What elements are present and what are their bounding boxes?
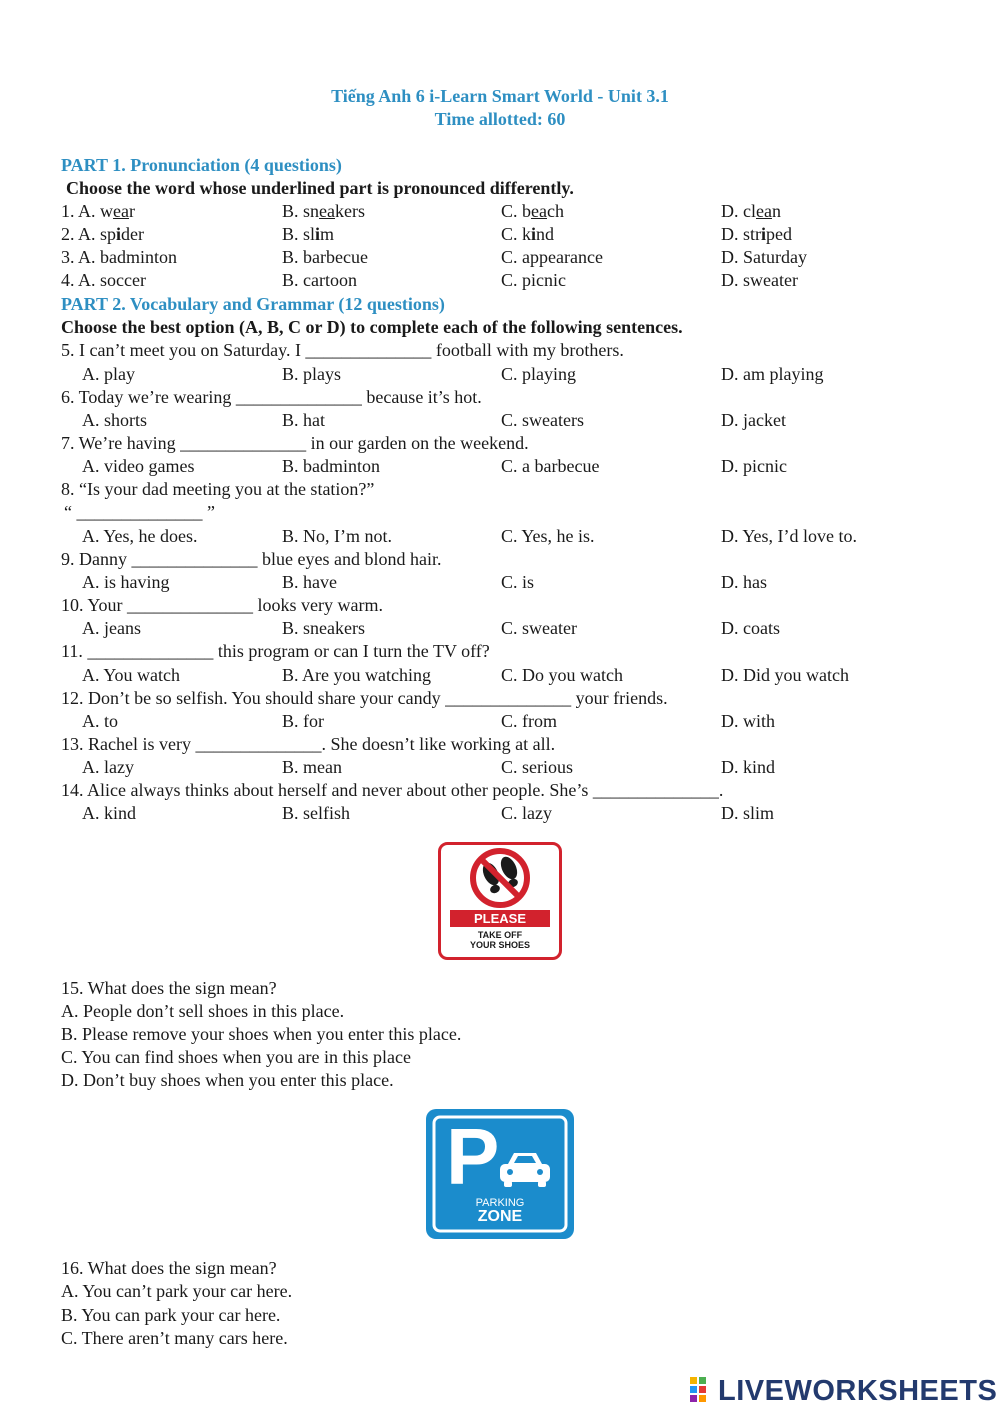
option-c[interactable]: C. appearance xyxy=(501,247,603,267)
option-d[interactable]: D. slim xyxy=(721,803,775,823)
part1-heading: PART 1. Pronunciation (4 questions) xyxy=(61,155,342,175)
option-a[interactable]: A. Yes, he does. xyxy=(82,526,198,546)
q15-option-c[interactable]: C. You can find shoes when you are in this place xyxy=(61,1047,411,1067)
option-c[interactable]: C. beach xyxy=(501,201,564,221)
option-a[interactable]: A. is having xyxy=(82,572,170,592)
option-a[interactable]: A. kind xyxy=(82,803,136,823)
question-7-options xyxy=(0,456,1000,479)
question-12-options xyxy=(0,711,1000,734)
option-a[interactable]: A. lazy xyxy=(82,757,134,777)
option-a[interactable]: A. video games xyxy=(82,456,195,476)
q16-option-a[interactable]: A. You can’t park your car here. xyxy=(61,1281,293,1301)
question-12-stem: 12. Don’t be so selfish. You should share your candy ______________ your friends. xyxy=(61,688,668,708)
option-d[interactable]: D. striped xyxy=(721,224,793,244)
worksheet-blocks-icon xyxy=(690,1377,716,1407)
option-d[interactable]: D. coats xyxy=(721,618,780,638)
option-b[interactable]: B. badminton xyxy=(282,456,380,476)
sign-take-off-text: TAKE OFF xyxy=(477,930,523,940)
question-16-stem: 16. What does the sign mean? xyxy=(61,1258,277,1278)
question-4 xyxy=(0,270,1000,293)
option-c[interactable]: C. is xyxy=(501,572,535,592)
option-b[interactable]: B. selfish xyxy=(282,803,351,823)
question-7-stem: 7. We’re having ______________ in our garden on the weekend. xyxy=(61,433,529,453)
question-10-options xyxy=(0,618,1000,641)
question-14-options xyxy=(0,803,1000,826)
q16-option-b[interactable]: B. You can park your car here. xyxy=(61,1305,281,1325)
question-8-answer-blank: “ ______________ ” xyxy=(64,502,215,522)
question-8-options xyxy=(0,526,1000,549)
option-b[interactable]: B. sneakers xyxy=(282,618,365,638)
option-a[interactable]: A. play xyxy=(82,364,135,384)
question-11-options xyxy=(0,665,1000,688)
question-9-options xyxy=(0,572,1000,595)
option-c[interactable]: C. a barbecue xyxy=(501,456,600,476)
parking-text: PARKING xyxy=(475,1197,525,1209)
question-3 xyxy=(0,247,1000,270)
option-b[interactable]: B. No, I’m not. xyxy=(282,526,392,546)
option-a[interactable]: A. to xyxy=(82,711,118,731)
sign-your-shoes-text: YOUR SHOES xyxy=(469,940,530,950)
option-c[interactable]: C. playing xyxy=(501,364,576,384)
option-d[interactable]: D. Did you watch xyxy=(721,665,849,685)
option-b[interactable]: B. sneakers xyxy=(282,201,365,221)
option-b[interactable]: B. have xyxy=(282,572,337,592)
option-b[interactable]: B. hat xyxy=(282,410,325,430)
option-d[interactable]: D. am playing xyxy=(721,364,824,384)
option-b[interactable]: B. slim xyxy=(282,224,335,244)
option-b[interactable]: B. barbecue xyxy=(282,247,368,267)
question-9-stem: 9. Danny ______________ blue eyes and blond hair. xyxy=(61,549,442,569)
liveworksheets-logo xyxy=(690,1373,998,1409)
option-c[interactable]: C. sweater xyxy=(501,618,577,638)
option-a[interactable]: 1. A. wear xyxy=(61,201,135,221)
option-c[interactable]: C. sweaters xyxy=(501,410,584,430)
option-d[interactable]: D. clean xyxy=(721,201,781,221)
option-c[interactable]: C. Do you watch xyxy=(501,665,623,685)
liveworksheets-wordmark: LIVEWORKSHEETS xyxy=(718,1375,998,1407)
part2-instruction: Choose the best option (A, B, C or D) to complete each of the following sentences. xyxy=(61,317,683,337)
option-d[interactable]: D. kind xyxy=(721,757,775,777)
question-13-options xyxy=(0,757,1000,780)
option-a[interactable]: 4. A. soccer xyxy=(61,270,146,290)
option-d[interactable]: D. with xyxy=(721,711,775,731)
option-d[interactable]: D. Yes, I’d love to. xyxy=(721,526,858,546)
zone-text: ZONE xyxy=(477,1208,523,1225)
question-6-stem: 6. Today we’re wearing ______________ because it’s hot. xyxy=(61,387,482,407)
question-10-stem: 10. Your ______________ looks very warm. xyxy=(61,595,383,615)
parking-p-letter: P xyxy=(446,1112,500,1201)
option-d[interactable]: D. sweater xyxy=(721,270,798,290)
option-a[interactable]: 2. A. spider xyxy=(61,224,145,244)
option-d[interactable]: D. picnic xyxy=(721,456,787,476)
option-b[interactable]: B. cartoon xyxy=(282,270,357,290)
q16-option-c[interactable]: C. There aren’t many cars here. xyxy=(61,1328,288,1348)
option-a[interactable]: 3. A. badminton xyxy=(61,247,178,267)
take-off-shoes-sign xyxy=(438,842,562,960)
part1-instruction: Choose the word whose underlined part is pronounced differently. xyxy=(66,178,574,198)
time-allotted: Time allotted: 60 xyxy=(434,109,566,129)
option-a[interactable]: A. shorts xyxy=(82,410,148,430)
option-c[interactable]: C. serious xyxy=(501,757,573,777)
q15-option-d[interactable]: D. Don’t buy shoes when you enter this place. xyxy=(61,1070,394,1090)
question-11-stem: 11. ______________ this program or can I turn the TV off? xyxy=(61,641,490,661)
question-1 xyxy=(0,201,1000,224)
sign-please-text: PLEASE xyxy=(473,911,526,926)
option-d[interactable]: D. Saturday xyxy=(721,247,807,267)
option-a[interactable]: A. You watch xyxy=(82,665,181,685)
option-b[interactable]: B. plays xyxy=(282,364,342,384)
option-b[interactable]: B. mean xyxy=(282,757,342,777)
option-c[interactable]: C. lazy xyxy=(501,803,552,823)
q15-option-a[interactable]: A. People don’t sell shoes in this place. xyxy=(61,1001,345,1021)
question-14-stem: 14. Alice always thinks about herself and never about other people. She’s ______________. xyxy=(61,780,724,800)
option-d[interactable]: D. has xyxy=(721,572,767,592)
parking-zone-sign xyxy=(426,1109,574,1239)
question-15-stem: 15. What does the sign mean? xyxy=(61,978,277,998)
question-6-options xyxy=(0,410,1000,433)
option-a[interactable]: A. jeans xyxy=(82,618,141,638)
option-c[interactable]: C. from xyxy=(501,711,557,731)
question-5-stem: 5. I can’t meet you on Saturday. I ______________ football with my brothers. xyxy=(61,340,624,360)
option-d[interactable]: D. jacket xyxy=(721,410,786,430)
question-8-stem: 8. “Is your dad meeting you at the station?” xyxy=(61,479,375,499)
option-b[interactable]: B. for xyxy=(282,711,324,731)
question-13-stem: 13. Rachel is very ______________. She doesn’t like working at all. xyxy=(61,734,556,754)
option-b[interactable]: B. Are you watching xyxy=(282,665,431,685)
part2-heading: PART 2. Vocabulary and Grammar (12 questions) xyxy=(61,294,445,314)
q15-option-b[interactable]: B. Please remove your shoes when you enter this place. xyxy=(61,1024,462,1044)
question-2 xyxy=(0,224,1000,247)
worksheet-title: Tiếng Anh 6 i-Learn Smart World - Unit 3.1 xyxy=(331,86,669,106)
option-c[interactable]: C. picnic xyxy=(501,270,566,290)
option-c[interactable]: C. Yes, he is. xyxy=(501,526,595,546)
option-c[interactable]: C. kind xyxy=(501,224,555,244)
question-5-options xyxy=(0,364,1000,387)
